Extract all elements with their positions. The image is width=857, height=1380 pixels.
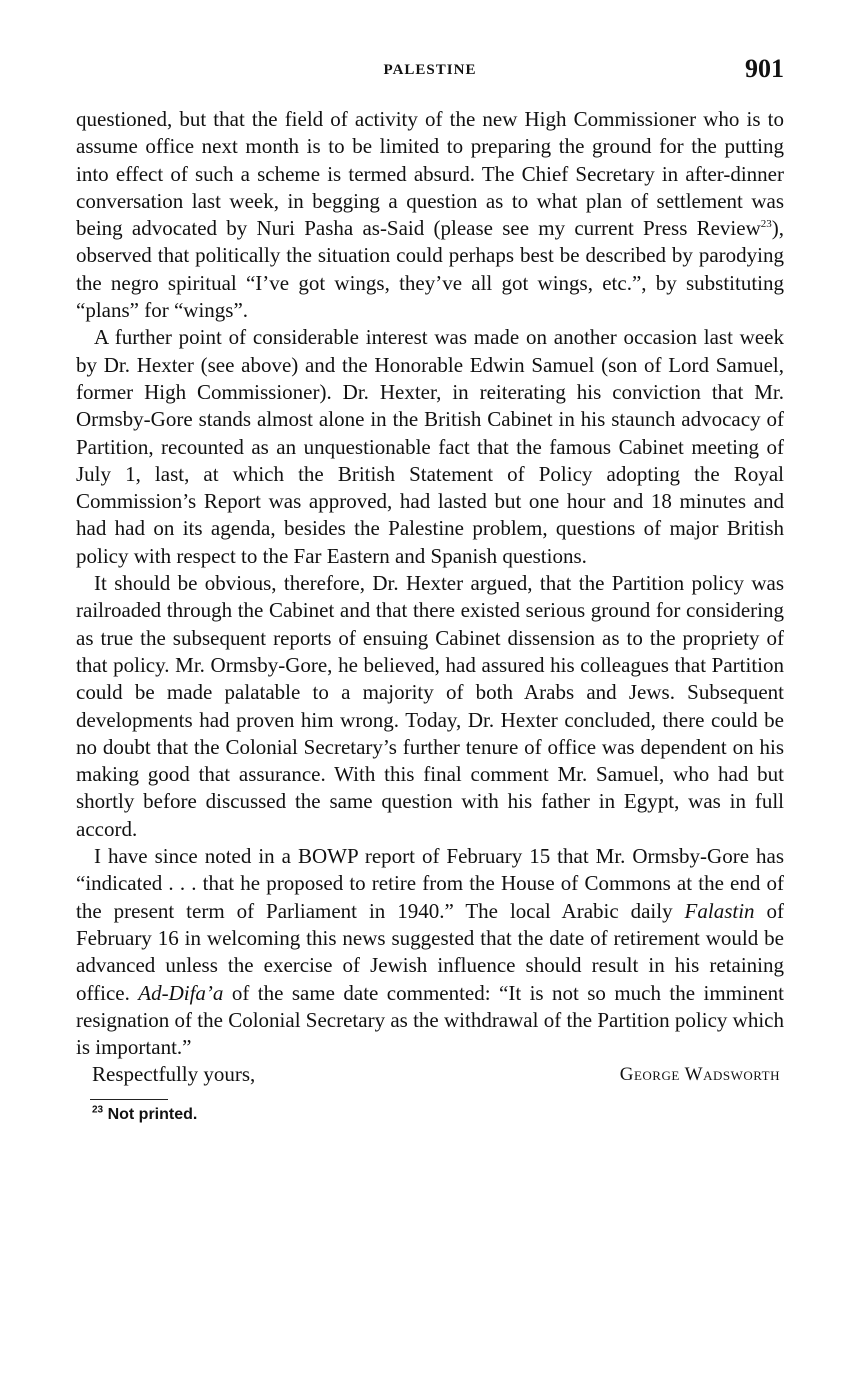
footnote-marker: 23 <box>92 1105 104 1117</box>
letter-body <box>76 106 784 1089</box>
running-title: PALESTINE <box>383 62 477 78</box>
document-page <box>76 52 784 1124</box>
newspaper-title: Ad-Difa’a <box>138 980 224 1005</box>
paragraph-text: of February 16 in welcoming this news suggested that the date of retirement would be advanced unless the exercise of Jewish influence should result in his retaining office. <box>76 898 784 1005</box>
paragraph-hexter-samuel: A further point of considerable interest was made on another occasion last week by Dr. Hexter (see above) and the Honorable Edwin Samuel (son of Lord Samuel, former High Commissioner). Dr. Hexter, in reiterating his conviction that Mr. Ormsby-Gore stands almost alone in the British Cabinet in his staunch advocacy of Partition, recounted as an unquestionable fact that the famous Cabinet meeting of July 1, last, at which the British Statement of Policy adopting the Royal Commission’s Report was approved, had lasted but one hour and 18 minutes and had had on its agenda, besides the Palestine problem, questions of major British policy with respect to the Far Eastern and Spanish questions. <box>76 325 784 568</box>
signature: George Wadsworth <box>619 1064 780 1086</box>
salutation: Respectfully yours, <box>92 1062 256 1087</box>
footnote <box>92 1106 784 1124</box>
running-header <box>76 52 784 92</box>
paragraph-text: of the same date commented: “It is not so much the imminent resignation of the Colonial Secretary as the withdrawal of the Partition policy which is important.” <box>76 980 784 1060</box>
footnote-reference: 23 <box>760 218 772 231</box>
page-number: 901 <box>745 54 784 83</box>
paragraph-text: questioned, but that the field of activity of the new High Commissioner who is to assume office next month is to be limited to preparing the ground for the putting into effect of such a scheme is termed absurd. The Chief Secretary in after-dinner conversation last week, in begging a question as to what plan of settlement was being advocated by Nuri Pasha as-Said (please see my current Press Review <box>76 107 784 241</box>
paragraph-continued <box>76 106 784 324</box>
paragraph-text: I have since noted in a BOWP report of February 15 that Mr. Ormsby-Gore has “indicated . . . that he proposed to retire from the House of Commons at the end of the present term of Parliament in 1940.” The local Arabic daily <box>76 844 784 923</box>
paragraph-text: ), observed that politically the situation could perhaps best be described by parodying the negro spiritual “I’ve got wings, they’ve all got wings, etc.”, by substituting “plans” for “wings”. <box>76 216 784 323</box>
newspaper-title: Falastin <box>684 898 755 923</box>
letter-closing <box>76 1061 784 1089</box>
footnote-divider <box>90 1099 168 1100</box>
footnote-text: Not printed. <box>107 1106 198 1124</box>
paragraph-bowp-report <box>76 843 784 1061</box>
paragraph-partition-policy: It should be obvious, therefore, Dr. Hexter argued, that the Partition policy was railroaded through the Cabinet and that there existed serious ground for considering as true the subsequent reports of ensuing Cabinet dissension as to the propriety of that policy. Mr. Ormsby-Gore, he believed, had assured his colleagues that Partition could be made palatable to a majority of both Arabs and Jews. Subsequent developments had proven him wrong. Today, Dr. Hexter concluded, there could be no doubt that the Colonial Secretary’s further tenure of office was dependent on his making good that assurance. With this final comment Mr. Samuel, who had but shortly before discussed the same question with his father in Egypt, was in full accord. <box>76 571 784 841</box>
